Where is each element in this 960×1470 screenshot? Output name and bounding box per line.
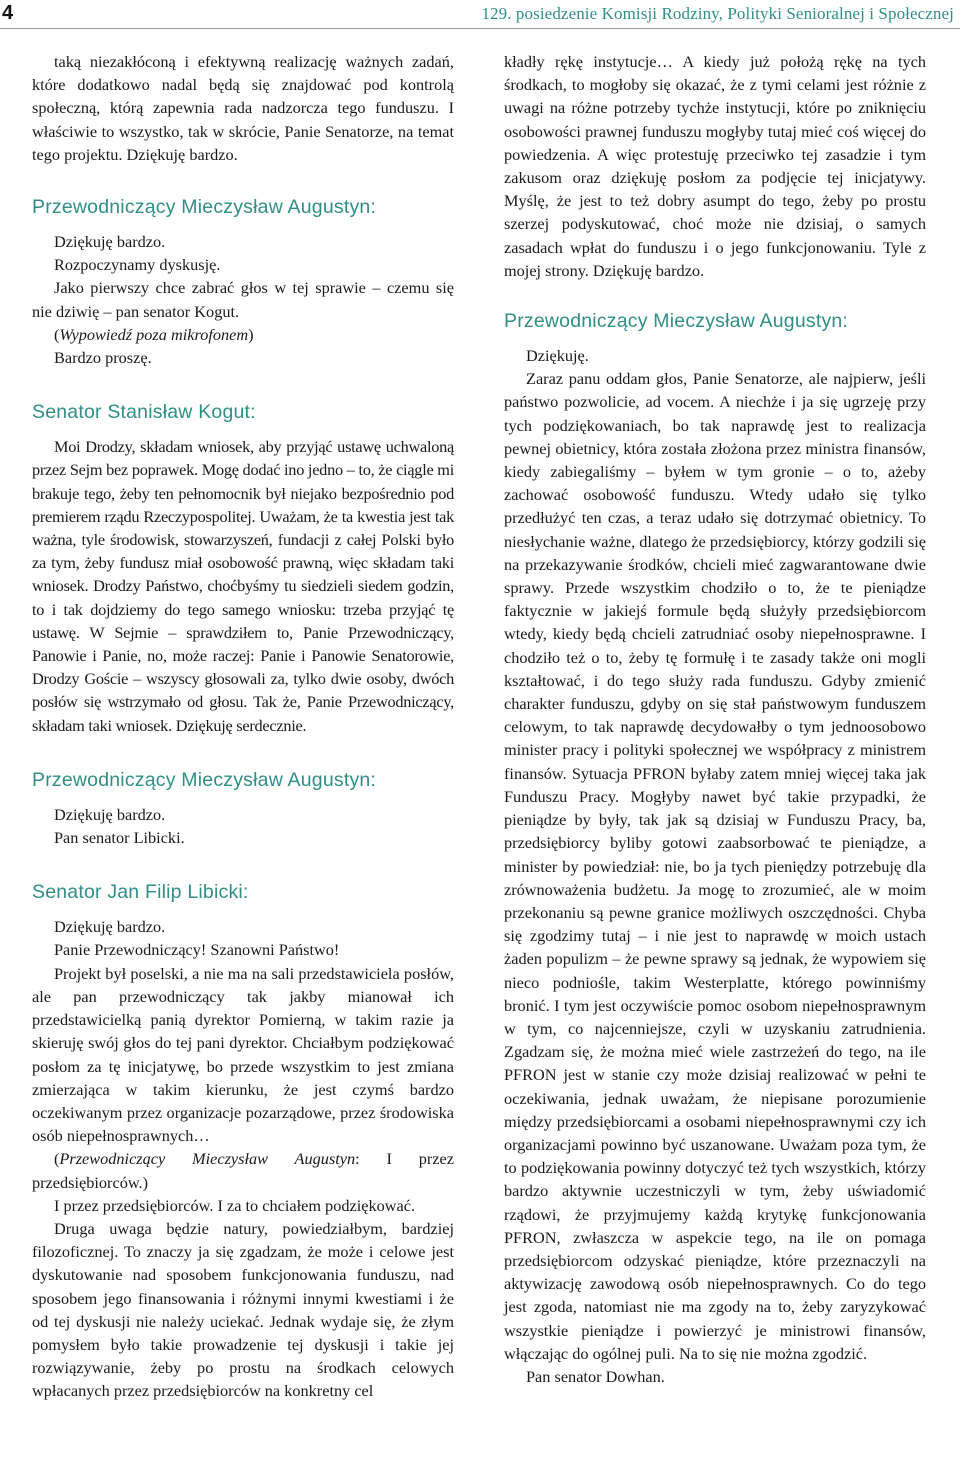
statement-line: Jako pierwszy chce zabrać głos w tej sprawie – czemu się nie dziwię – pan senator Kogut. [32, 278, 454, 321]
speaker-heading: Przewodniczący Mieczysław Augustyn: [32, 768, 377, 791]
continued-paragraph: kładły rękę instytucje… A kiedy już położą rękę na tych środkach, to mogłoby się okazać, że z tymi celami jest różnie z uwagi na różne potrzeby tychże instytucji, które po zniknięciu osobowości prawnej funduszu mogłyby tutaj mieć coś więcej do powiedzenia. A więc protestuję przeciwko tej zasadzie i tym zakusom oraz dziękuję posłom za podjęcie tej inicjatywy. Myślę, że jest to też dobry asumpt do tego, żeby po prostu szerzej podyskutować, choć może nie dzisiaj, o samych zasadach wpłat do funduszu i o jego funkcjonowaniu. Tyle z mojej strony. Dziękuję bardzo. [504, 52, 926, 280]
statement-paragraph: Projekt był poselski, a nie ma na sali przedstawiciela posłów, ale pan przewodniczący tak jakby mianował ich przedstawicielką panią dyrektor Pomierną, w takim razie ja skieruję swój głos do tej pani dyrektor. Chciałbym podziękować posłom za tę inicjatywę, bo przede wszystkim to jest zmiana zmierzająca w takim kierunku, że jest czymś bardzo oczekiwanym przez organizacje pozarządowe, przez środowiska osób niepełnosprawnych… [32, 963, 454, 1146]
running-title: 129. posiedzenie Komisji Rodziny, Polityki Senioralnej i Społecznej [481, 4, 954, 23]
interjection-text: : I przez przedsiębiorców.) [32, 1149, 454, 1192]
page-header [0, 0, 960, 29]
statement-line: Dziękuję bardzo. [54, 804, 166, 824]
statement-line: Rozpoczynamy dyskusję. [54, 255, 221, 275]
statement-line: Dziękuję bardzo. [54, 232, 166, 252]
interjection-note [32, 1147, 454, 1193]
speaker-heading: Przewodniczący Mieczysław Augustyn: [504, 310, 849, 333]
statement-paragraph: Zaraz panu oddam głos, Panie Senatorze, ale najpierw, jeśli państwo pozwolicie, ad vocem. A niechże i ja się ugrzeję przy tych podziękowaniach, bo tak naprawdę jest to realizacja pewnej obietnicy, która została złożona przez ministra finansów, kiedy zabiegaliśmy – byłem w tym gronie – o to, ażeby zachować osobowość funduszu. Wtedy udało się tylko przedłużyć ten czas, a teraz udało się dotrzymać obietnicy. To niesłychanie ważne, dlatego że przedsiębiorcy, którzy godzili się na przekazywanie środków, chcieli mieć zagwarantowane dwie sprawy. Przede wszystkim chodziło o to, że te pieniądze faktycznie w jakiejś formule będą służyły przedsiębiorcom wtedy, kiedy będą chcieli zatrudniać osoby niepełnosprawne. I chodziło też o to, żeby tę formułę i te zasady także oni mogli kształtować, i do tego służy rada funduszu. Gdyby zmienić charakter funduszu, gdyby on się stał państwowym funduszem celowym, to tak naprawdę decydowałby o tym jednoosobowo minister pracy i polityki społecznej we współpracy z ministrem finansów. Sytuacja PFRON byłaby zatem mniej więcej taka jak Funduszu Pracy. Mogłyby nawet być takie przypadki, że pieniądze by były, tak jak są dzisiaj w Funduszu Pracy, ba, przedsiębiorcy byliby gotowi zaabsorbować te pieniądze, a minister by powiedział: nie, bo ja tych pieniędzy potrzebuję dla zrównoważenia budżetu. Ja mogę to zrozumieć, ale w moim przekonaniu są pewne granice możliwych oszczędności. Chyba się zgodzimy tutaj – i nie jest to naprawdę w moich ustach żaden populizm – że pewne sprawy są jednak, że wypowiem się nieco podniośle, takim Westerplatte, którego powinniśmy bronić. I tym jest oczywiście pomoc osobom niepełnosprawnym w tym, co najcenniejsze, czyli w uzyskaniu zatrudnienia. Zgadzam się, że można mieć wiele zastrzeżeń do tego, na ile PFRON jest w stanie czy może dzisiaj realizować w pełni te oczekiwania, jednak uważam, że niepisane porozumienie między przedsiębiorcami a osobami niepełnosprawnymi czy ich organizacjami powinno być uszanowane. Uważam poza tym, że to podziękowania powinny dotyczyć też tych wszystkich, którzy bardzo aktywnie uczestniczyli w tym, żeby uświadomić rządowi, że przyjmujemy każdą krytykę funkcjonowania PFRON, zwłaszcza w aspekcie tego, na ile on pomaga przedsiębiorcom odzyskać pieniądze, które przeznaczyli na aktywizację zawodową osób niepełnosprawnych. Co do tego jest zgoda, natomiast nie ma zgody na to, żeby zaryzykować wszystkie pieniądze i powierzyć je ministrowi finansów, włączając do ogólnej puli. Na to się nie można zgodzić. [504, 369, 926, 1363]
right-column [504, 50, 926, 1388]
statement-line: Pan senator Libicki. [54, 828, 185, 848]
statement-line: Pan senator Dowhan. [526, 1366, 665, 1386]
statement-line: Bardzo proszę. [54, 348, 152, 368]
left-column [32, 50, 454, 1403]
speaker-heading: Przewodniczący Mieczysław Augustyn: [32, 196, 377, 219]
statement-line: Dziękuję bardzo. [54, 917, 166, 937]
statement-paragraph: Moi Drodzy, składam wniosek, aby przyjąć ustawę uchwaloną przez Sejm bez poprawek. Mogę dodać ino jedno – to, że ciągle mi brakuje tego, żeby ten pełnomocnik był niejako bezpośrednio pod premierem rządu Rzeczypospolitej. Uważam, że ta kwestia jest tak ważna, tyle środowisk, stowarzyszeń, fundacji z całej Polski było za tym, żeby fundusz miał osobowość prawną, więc składam taki wniosek. Drodzy Państwo, choćbyśmy tu siedzieli siedem godzin, to i tak dojdziemy do tego samego wniosku: trzeba przyjąć tę ustawę. W Sejmie – sprawdziłem to, Panie Przewodniczący, Panowie i Panie, no, może raczej: Panie i Panowie Senatorowie, Drodzy Goście – wszyscy głosowali za, tylko dwie osoby, dwóch posłów się wstrzymało od głosu. Tak że, Panie Przewodniczący, składam taki wniosek. Dziękuję serdecznie. [32, 437, 454, 735]
statement-line: Dziękuję. [526, 346, 589, 366]
interjection-italic: Wypowiedź poza mikrofonem [59, 324, 249, 344]
interjection-speaker: Przewodniczący Mieczysław Augustyn [59, 1149, 356, 1169]
interjection-note [32, 323, 454, 346]
paren-close: ) [248, 324, 254, 344]
page-number: 4 [2, 2, 14, 24]
paren-open: ( [54, 324, 60, 344]
statement-line: Panie Przewodniczący! Szanowni Państwo! [54, 940, 340, 960]
speaker-heading: Senator Stanisław Kogut: [32, 401, 256, 424]
statement-paragraph: Druga uwaga będzie natury, powiedziałbym, bardziej filozoficznej. To znaczy ja się zgadzam, że może i celowe jest dyskutowanie nad sposobem funkcjonowania funduszu, nad sposobem jego finansowania i różnymi innymi kwestiami i że od tej dyskusji nie należy uciekać. Jednak wydaje się, że złym pomysłem było takie prowadzenie tej dyskusji i takie jej rozwiązywanie, żeby po prostu na środkach celowych wpłacanych przez przedsiębiorców na konkretny cel [32, 1218, 454, 1401]
statement-paragraph: I przez przedsiębiorców. I za to chciałem podziękować. [54, 1195, 416, 1215]
paren-open: ( [54, 1149, 60, 1169]
intro-paragraph: taką niezakłóconą i efektywną realizację ważnych zadań, które dodatkowo nadal będą się znajdować pod kontrolą społeczną, którą zapewnia rada nadzorcza tego funduszu. I właściwie to wszystko, tak w skrócie, Panie Senatorze, na temat tego projektu. Dziękuję bardzo. [32, 52, 454, 164]
speaker-heading: Senator Jan Filip Libicki: [32, 881, 249, 904]
